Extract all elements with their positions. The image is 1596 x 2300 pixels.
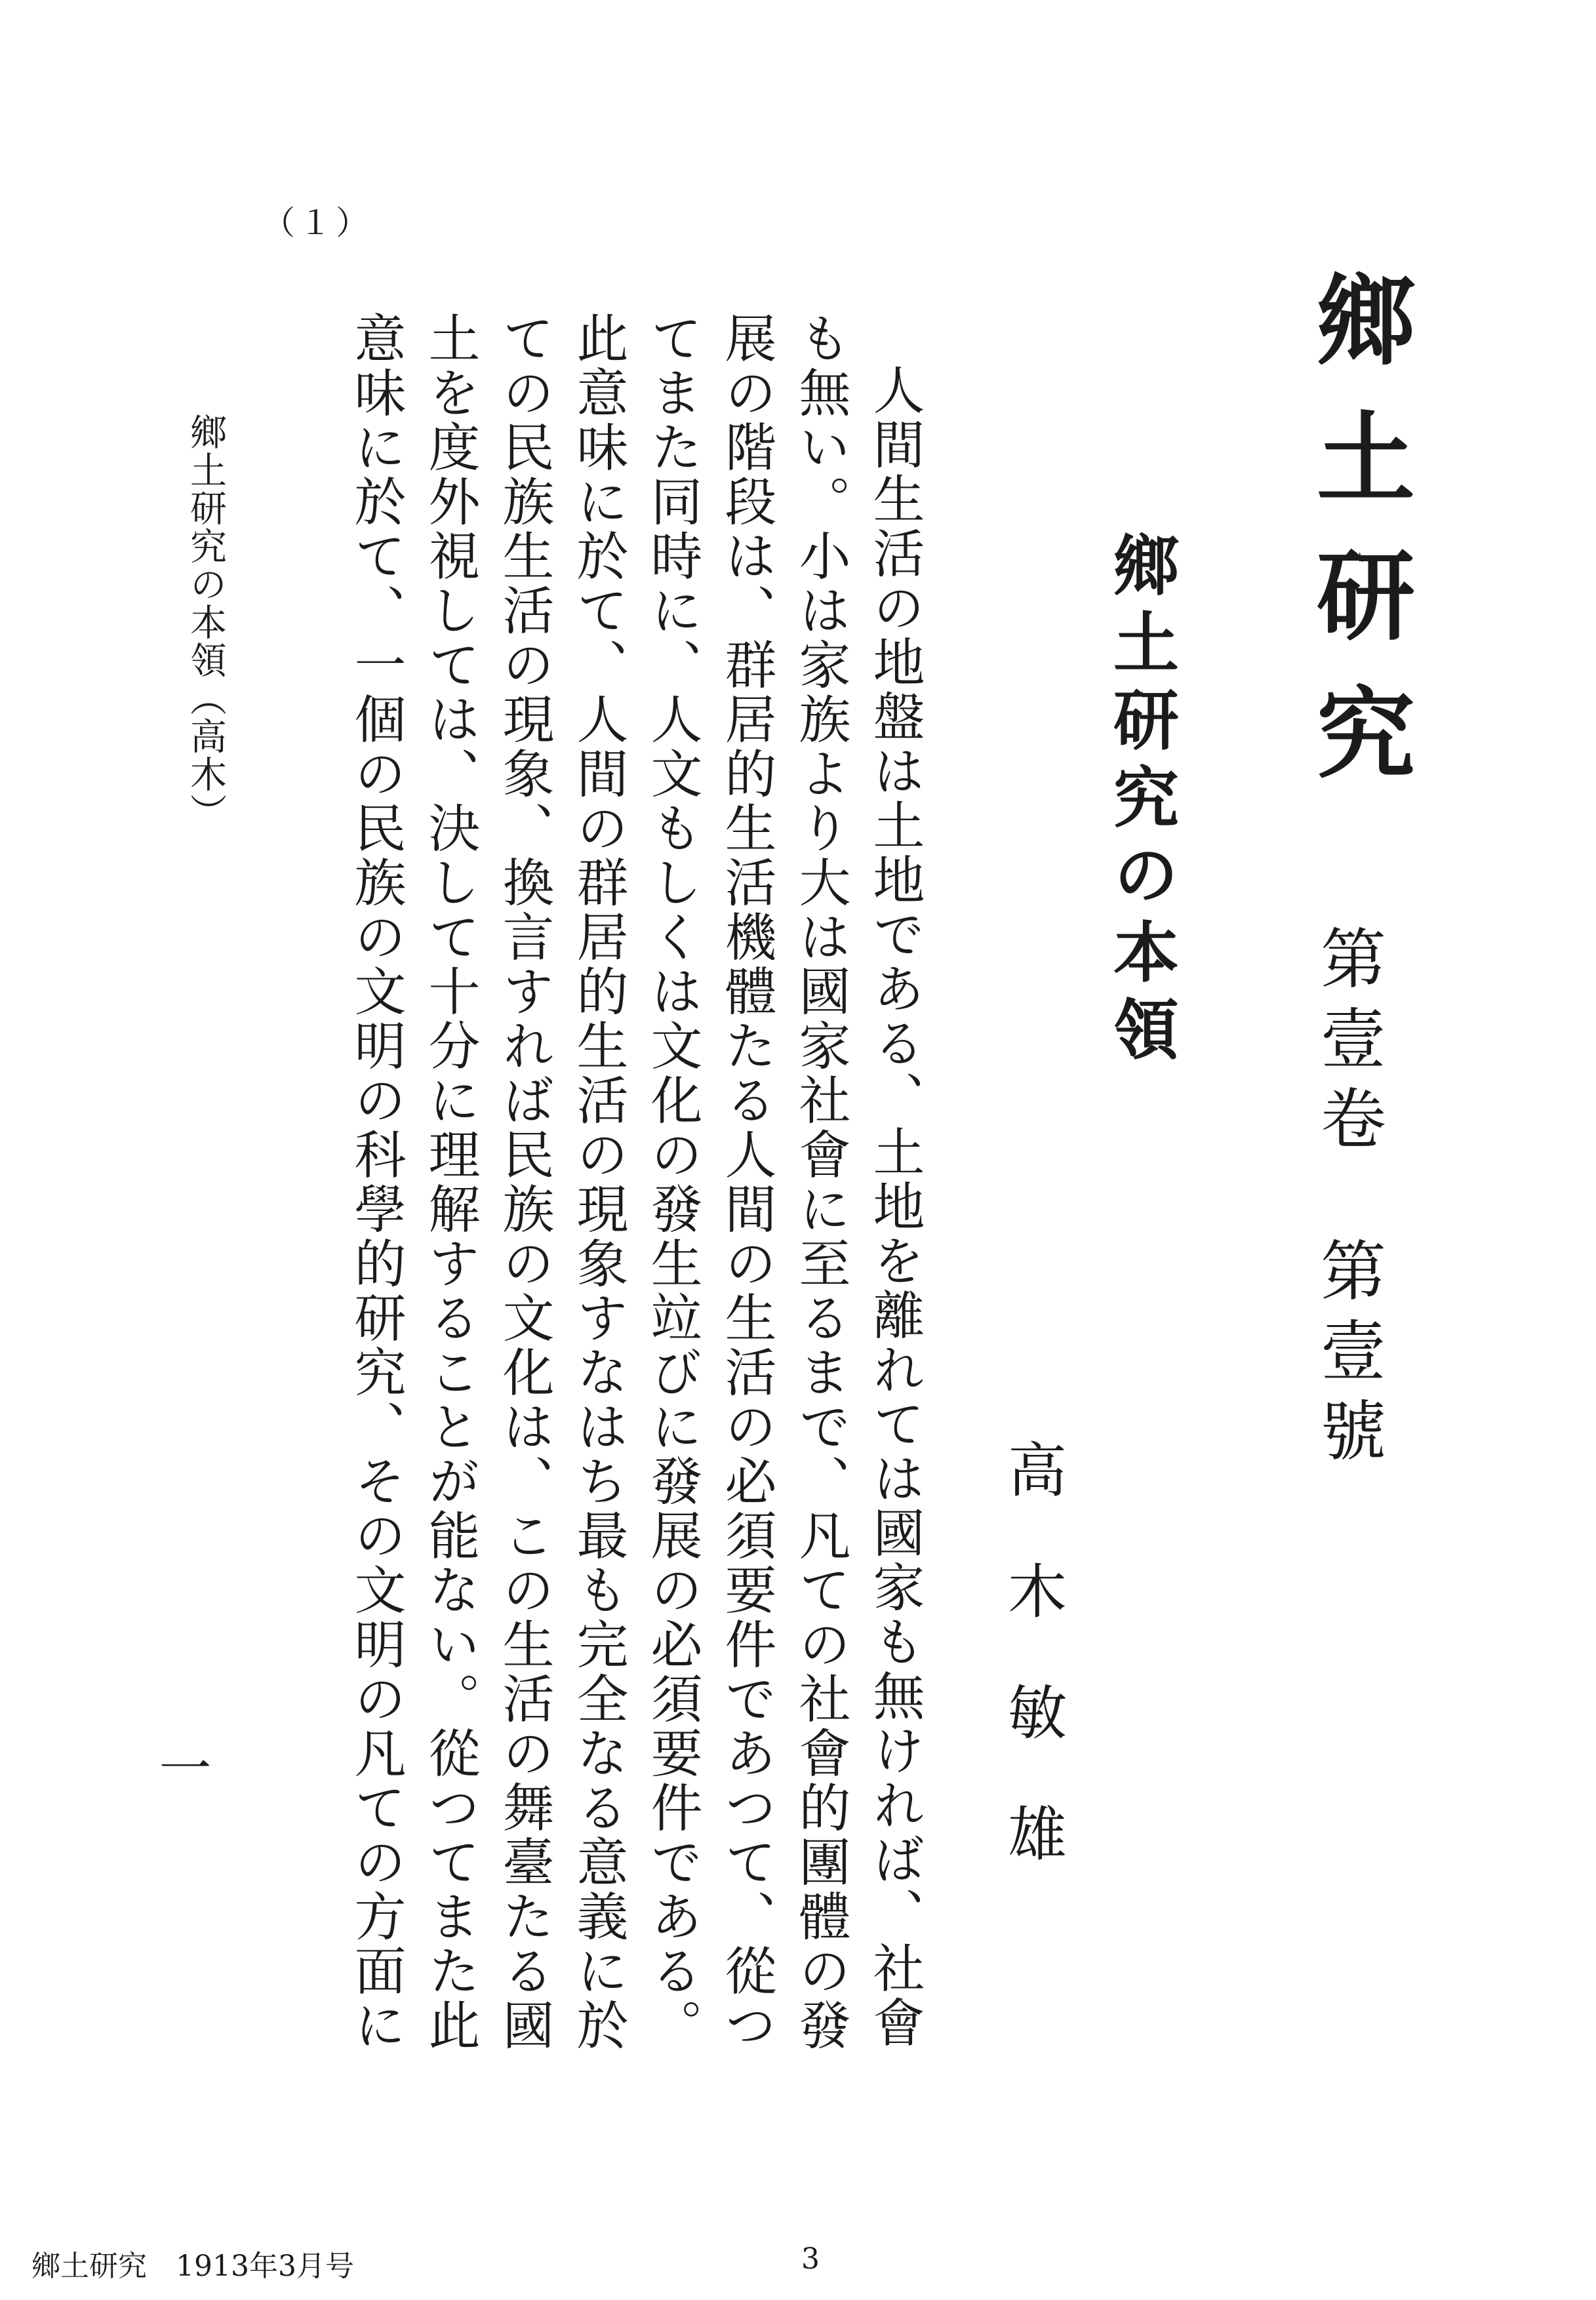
page-marker: （１） <box>262 204 372 242</box>
body-paragraph: 人間生活の地盤は土地である、土地を離れては國家も無ければ、社會も無い。小は家族より大は國家社會に至るまで、凡ての社會的團體の發展の階段は、群居的生活機體たる人間の生活の必須要件であつて、從つてまた同時に、人文もしくは文化の發生竝びに發展の必須要件である。此意味に於て、人間の群居的生活の現象すなはち最も完全なる意義に於ての民族生活の現象、換言すれば民族の文化は、この生活の舞臺たる國土を度外視しては、決して十分に理解することが能ない。從つてまた此意味に於て、一個の民族の文明の科學的研究、その文明の凡ての方面に <box>346 311 925 2053</box>
masthead-title: 鄉土研究 <box>1300 269 1415 820</box>
issue-info <box>1309 924 1386 1477</box>
running-header: 鄉土研究の本領（高木） <box>184 413 227 831</box>
issue-volume: 第壹卷 <box>1309 924 1386 1164</box>
article-body <box>341 311 931 2082</box>
footer-source: 鄉土研究 1913年3月号 <box>31 2250 354 2283</box>
issue-number: 第壹號 <box>1309 1237 1386 1477</box>
page-number-kanji: 一 <box>150 1741 211 1793</box>
author-name: 高木敏雄 <box>997 1439 1066 1924</box>
footer-page-number: 3 <box>801 2242 820 2276</box>
article-title: 鄉土研究の本領 <box>1102 531 1180 1073</box>
